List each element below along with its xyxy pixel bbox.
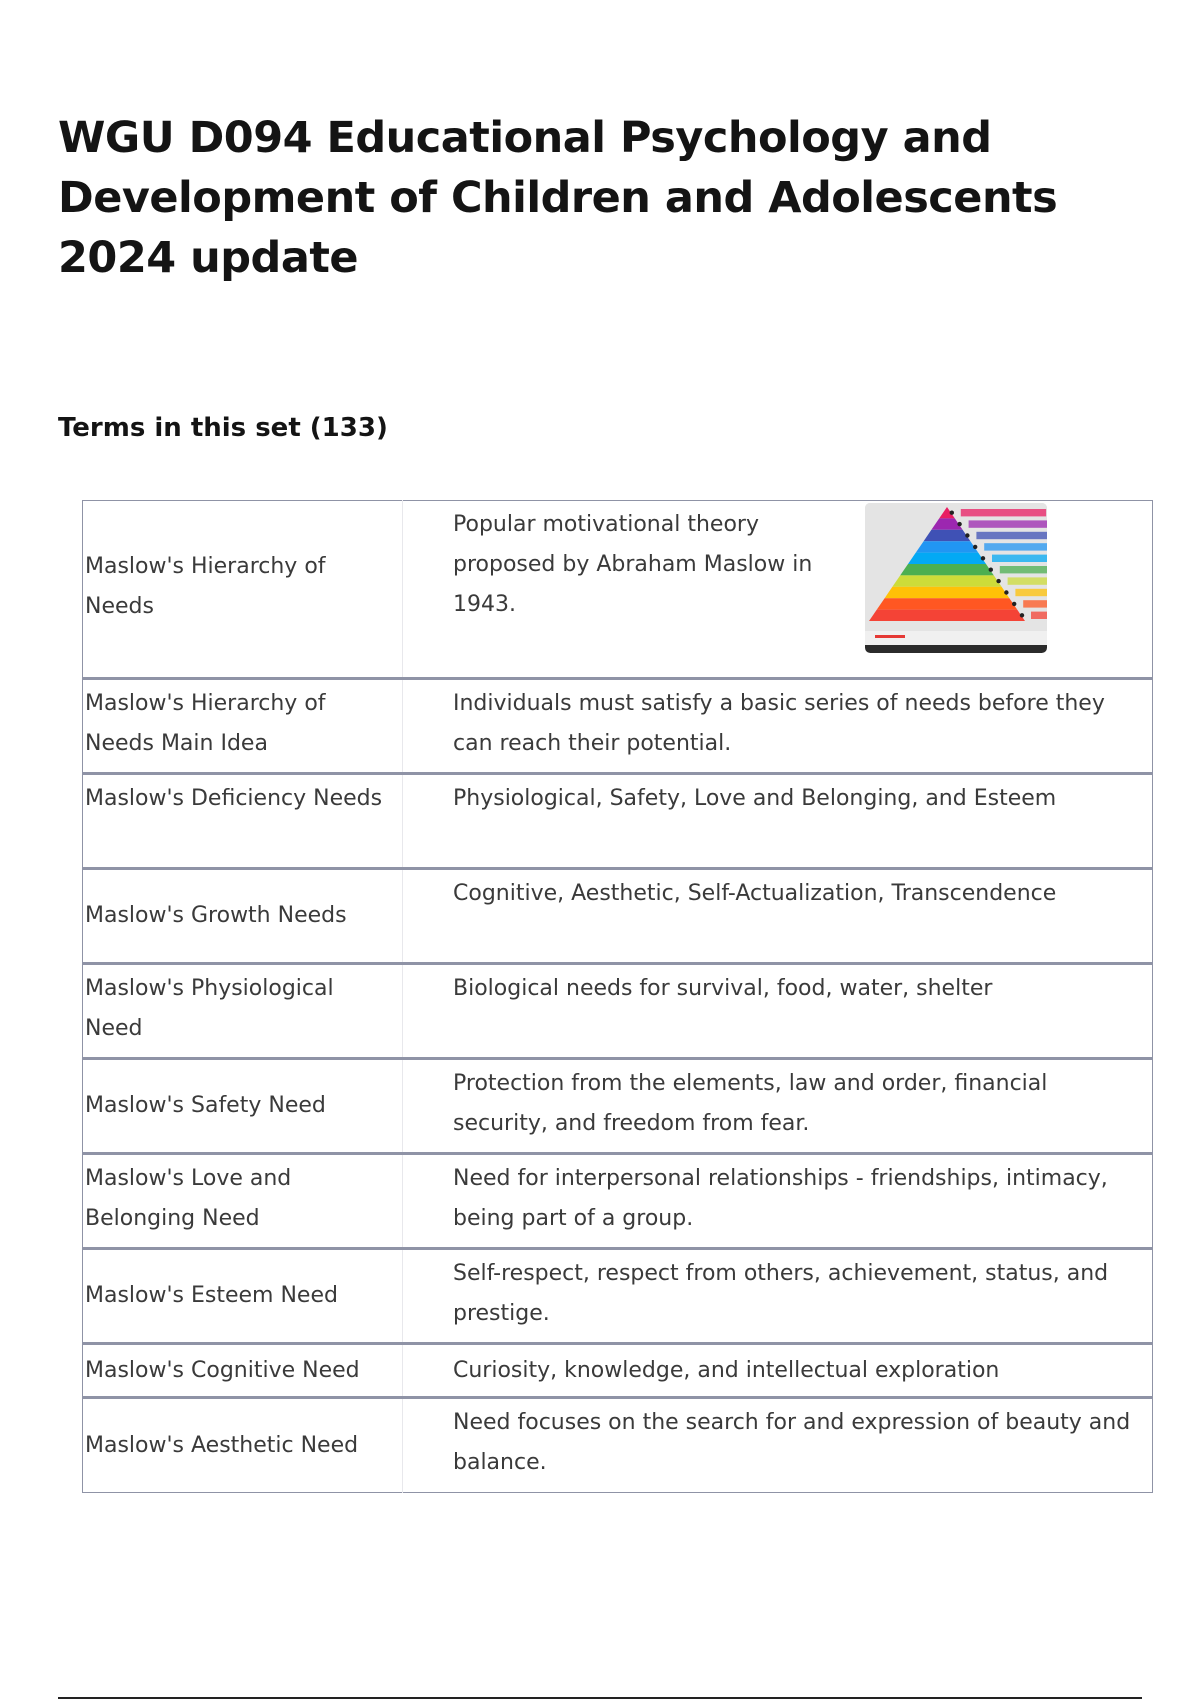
terms-set-heading: Terms in this set (133) — [58, 413, 388, 443]
pyramid-band — [869, 610, 1025, 621]
pyramid-marker — [973, 545, 977, 549]
pyramid-side-label — [992, 555, 1047, 562]
pyramid-band — [924, 530, 971, 541]
table-row — [83, 1398, 1153, 1493]
term-cell: Maslow's Hierarchy of Needs Main Idea — [83, 679, 403, 774]
table-row — [83, 1249, 1153, 1344]
term-cell: Maslow's Esteem Need — [83, 1249, 403, 1344]
pyramid-marker — [996, 579, 1000, 583]
pyramid-side-label — [976, 532, 1047, 539]
definition-cell: Individuals must satisfy a basic series of needs before they can reach their potential. — [403, 679, 1153, 774]
pyramid-band — [885, 587, 1010, 598]
table-row — [83, 1154, 1153, 1249]
term-cell: Maslow's Aesthetic Need — [83, 1398, 403, 1493]
pyramid-marker — [989, 568, 993, 572]
page-title: WGU D094 Educational Psychology and Development of Children and Adolescents 2024 update — [58, 113, 1058, 283]
image-base-bar — [865, 645, 1047, 653]
definition-cell: Cognitive, Aesthetic, Self-Actualization, Transcendence — [403, 869, 1153, 964]
definition-cell: Self-respect, respect from others, achievement, status, and prestige. — [403, 1249, 1153, 1344]
table-row — [83, 1059, 1153, 1154]
definition-cell: Biological needs for survival, food, water, shelter — [403, 964, 1153, 1059]
pyramid-side-label — [1008, 577, 1047, 584]
term-cell: Maslow's Love and Belonging Need — [83, 1154, 403, 1249]
definition-cell: Need focuses on the search for and expression of beauty and balance. — [403, 1398, 1153, 1493]
term-cell: Maslow's Safety Need — [83, 1059, 403, 1154]
pyramid-marker — [981, 556, 985, 560]
definition-cell — [403, 501, 1153, 679]
table-row — [83, 679, 1153, 774]
definition-cell: Need for interpersonal relationships - friendships, intimacy, being part of a group. — [403, 1154, 1153, 1249]
pyramid-band — [916, 541, 978, 552]
pyramid-side-label — [969, 520, 1047, 527]
pyramid-side-label — [984, 543, 1047, 550]
pyramid-marker — [957, 522, 961, 526]
pyramid-marker — [1020, 613, 1024, 617]
term-cell: Maslow's Cognitive Need — [83, 1344, 403, 1398]
terms-table — [82, 500, 1153, 1493]
pyramid-side-label — [1015, 589, 1047, 596]
term-cell: Maslow's Hierarchy of Needs — [83, 501, 403, 679]
definition-cell: Protection from the elements, law and order, financial security, and freedom from fear. — [403, 1059, 1153, 1154]
page-divider — [58, 1697, 1142, 1699]
table-row — [83, 964, 1153, 1059]
pyramid-marker — [965, 533, 969, 537]
definition-text: Popular motivational theory proposed by Abraham Maslow in 1943. — [453, 512, 813, 617]
pyramid-marker — [1004, 590, 1008, 594]
table-row — [83, 869, 1153, 964]
pyramid-band — [900, 564, 994, 575]
table-row — [83, 501, 1153, 679]
term-cell: Maslow's Deficiency Needs — [83, 774, 403, 869]
pyramid-band — [908, 553, 986, 564]
pyramid-side-label — [1000, 566, 1047, 573]
table-row — [83, 774, 1153, 869]
table-row — [83, 1344, 1153, 1398]
hierarchy-pyramid-image — [865, 503, 1047, 653]
definition-cell: Curiosity, knowledge, and intellectual exploration — [403, 1344, 1153, 1398]
pyramid-band — [877, 598, 1017, 609]
term-cell: Maslow's Physiological Need — [83, 964, 403, 1059]
pyramid-side-label — [961, 509, 1046, 516]
pyramid-side-label — [1031, 612, 1047, 619]
pyramid-band — [892, 575, 1001, 586]
pyramid-marker — [950, 511, 954, 515]
pyramid-marker — [1012, 602, 1016, 606]
term-cell: Maslow's Growth Needs — [83, 869, 403, 964]
pyramid-graphic — [865, 503, 1047, 653]
definition-cell: Physiological, Safety, Love and Belonging, and Esteem — [403, 774, 1153, 869]
pyramid-side-label — [1023, 600, 1047, 607]
